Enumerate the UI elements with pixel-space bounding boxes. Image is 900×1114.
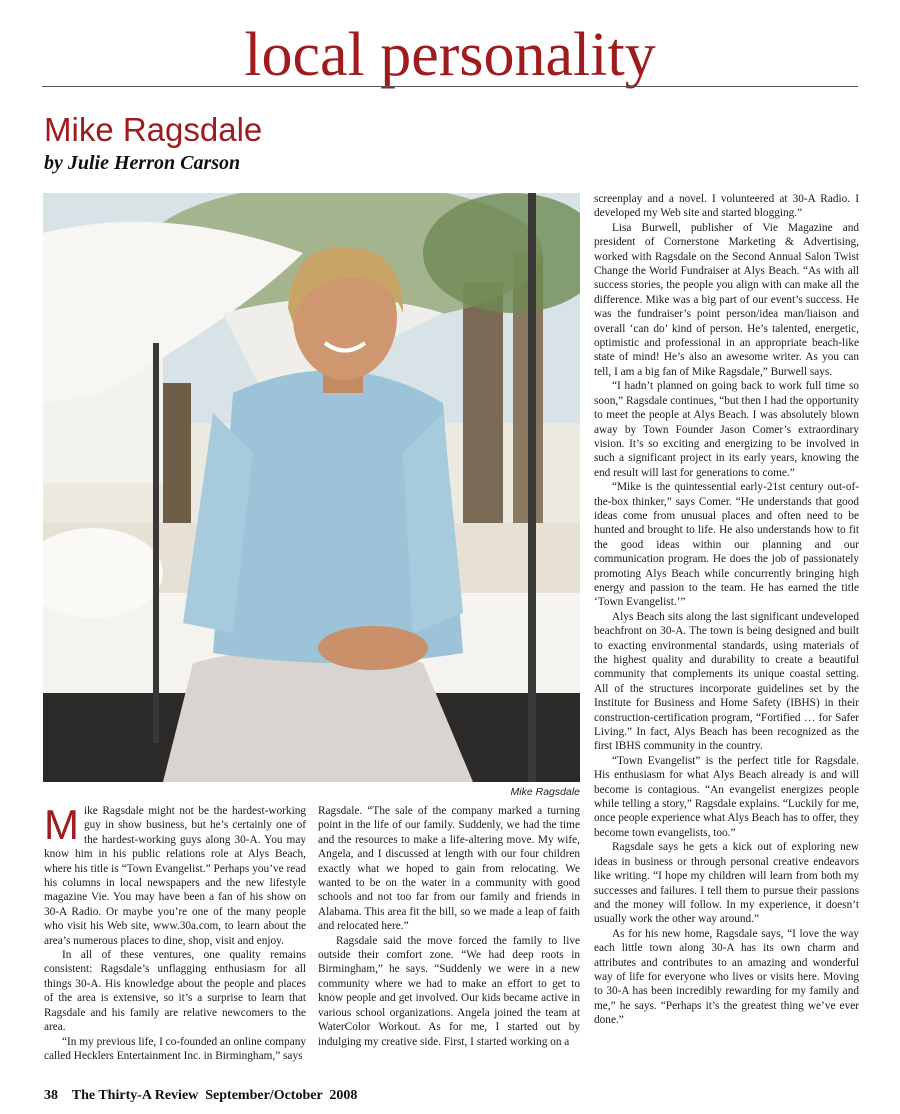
publication-name: The Thirty-A Review xyxy=(71,1088,199,1103)
article-column-3 xyxy=(594,192,859,1052)
paragraph: “Mike is the quintessential early-21st century out-of-the-box thinker,” says Comer. “He understands that good ideas come from unusual places and often need to be hunted and brought to life. He also understands how to fit the good ideas within our planning and our communication program. He does the job of passionately promoting Alys Beach while concurrently bringing high energy and passion to the team. He has earned the title ‘Town Evangelist.’” xyxy=(594,481,859,609)
article-headline: Mike Ragsdale xyxy=(44,111,263,148)
paragraph: Ragsdale says he gets a kick out of exploring new ideas in business or through personal creative endeavors like writing. “I hope my children will learn from both my successes and failures. I tell them to pursue their passions and the money will follow. In my experience, it doesn’t usually work the other way around.” xyxy=(594,841,859,926)
article-photo xyxy=(43,193,580,782)
paragraph: Lisa Burwell, publisher of Vie Magazine and president of Cornerstone Marketing & Advertising, worked with Ragsdale on the Second Annual Salon Twist Change the World Fundraiser at Alys Beach. “As with all success stories, the people you align with can make all the difference. Mike was a big part of our event’s success. He was the fundraiser’s point person/idea man/liaison and overall ‘can do’ kind of person. He’s talented, energetic, optimistic and professional in an appropriate beach-like state of mind! He’s also an awesome writer. As you can tell, I am a big fan of Mike Ragsdale,” Burwell says. xyxy=(594,221,859,378)
page-number: 38 xyxy=(44,1088,58,1103)
paragraph: Mike Ragsdale might not be the hardest-working guy in show business, but he’s certainly one of the hardest-working guys along 30-A. You may know him in his public relations role at Alys Beach, where his title is “Town Evangelist.” Perhaps you’ve read his columns in local newspapers and the new lifestyle magazine Vie. You may have been a fan of his show on 30-A Radio. Or maybe you’re one of the many people who visit his Web site, www.30a.com, to learn about the area’s numerous places to dine, shop, visit and enjoy. xyxy=(44,804,306,947)
section-title: local personality xyxy=(244,21,656,89)
header-rule xyxy=(42,86,858,87)
paragraph: “Town Evangelist” is the perfect title for Ragsdale. His enthusiasm for what Alys Beach already is and will become is contagious. “An evangelist energizes people while telling a story,” Ragsdale explains. “Luckily for me, once people experience what Alys Beach has to offer, they become town evangelists, too.” xyxy=(594,754,859,839)
article-column-1 xyxy=(44,804,306,1080)
paragraph: Alys Beach sits along the last significant undeveloped beachfront on 30-A. The town is being designed and built to exacting environmental standards, using materials of the highest quality and durability to create a beautiful community that complements its unique coastal setting. All of the structures incorporate guidelines set by the Institute for Business and Home Safety (IBHS) in their construction-certification program, “Fortified … for Safer Living.” In fact, Alys Beach has been recognized as the first IBHS community in the country. xyxy=(594,610,859,753)
issue-date: September/October 2008 xyxy=(205,1088,358,1103)
photo-caption: Mike Ragsdale xyxy=(510,786,580,798)
paragraph: Ragsdale. “The sale of the company marked a turning point in the life of our family. Suddenly, we had the time and the resources to make a life-altering move. My wife, Angela, and I discussed at length with our four children exactly what we hoped to gain from relocating. We wanted to be on the water in a community with good schools and not too far from our family and friends in Alabama. This area fit the bill, so we made a leap of faith and relocated here.” xyxy=(318,805,580,933)
paragraph: Ragsdale said the move forced the family to live outside their comfort zone. “We had deep roots in Birmingham,” he says. “Suddenly we were in a new community where we had to make an effort to get to know people and get involved. Our kids became active in various school organizations. Angela joined the team at WaterColor Workout. As for me, I started out by indulging my creative side. First, I started working on a xyxy=(318,934,580,1048)
drop-cap: M xyxy=(44,804,79,848)
article-column-2 xyxy=(318,804,580,1080)
photo-illustration xyxy=(43,193,580,782)
paragraph: “In my previous life, I co-founded an online company called Hecklers Entertainment Inc. in Birmingham,” says xyxy=(44,1035,306,1062)
article-byline: by Julie Herron Carson xyxy=(44,152,241,174)
paragraph: In all of these ventures, one quality remains consistent: Ragsdale’s unflagging enthusiasm for all things 30-A. His knowledge about the people and places of the area is extensive, so it’s a surprise to learn that Ragsdale and his family are relative newcomers to the area. xyxy=(44,949,306,1034)
paragraph: As for his new home, Ragsdale says, “I love the way each little town along 30-A has its own charm and attributes and contributes to an amazing and wonderful way of life for everyone who lives or visits here. Moving to 30-A has been incredibly rewarding for my family and me,” he says. “Perhaps it’s the greatest thing we’ve ever done.” xyxy=(594,927,859,1027)
page-footer xyxy=(44,1088,357,1104)
paragraph: screenplay and a novel. I volunteered at 30-A Radio. I developed my Web site and started blogging.” xyxy=(594,193,859,220)
paragraph: “I hadn’t planned on going back to work full time so soon,” Ragsdale continues, “but then I had the opportunity to meet the people at Alys Beach. I was absolutely blown away by Town Founder Jason Comer’s extraordinary vision. It’s so exciting and energizing to be involved in such a significant project in its early years, knowing the end result will last for generations to come.” xyxy=(594,380,859,479)
